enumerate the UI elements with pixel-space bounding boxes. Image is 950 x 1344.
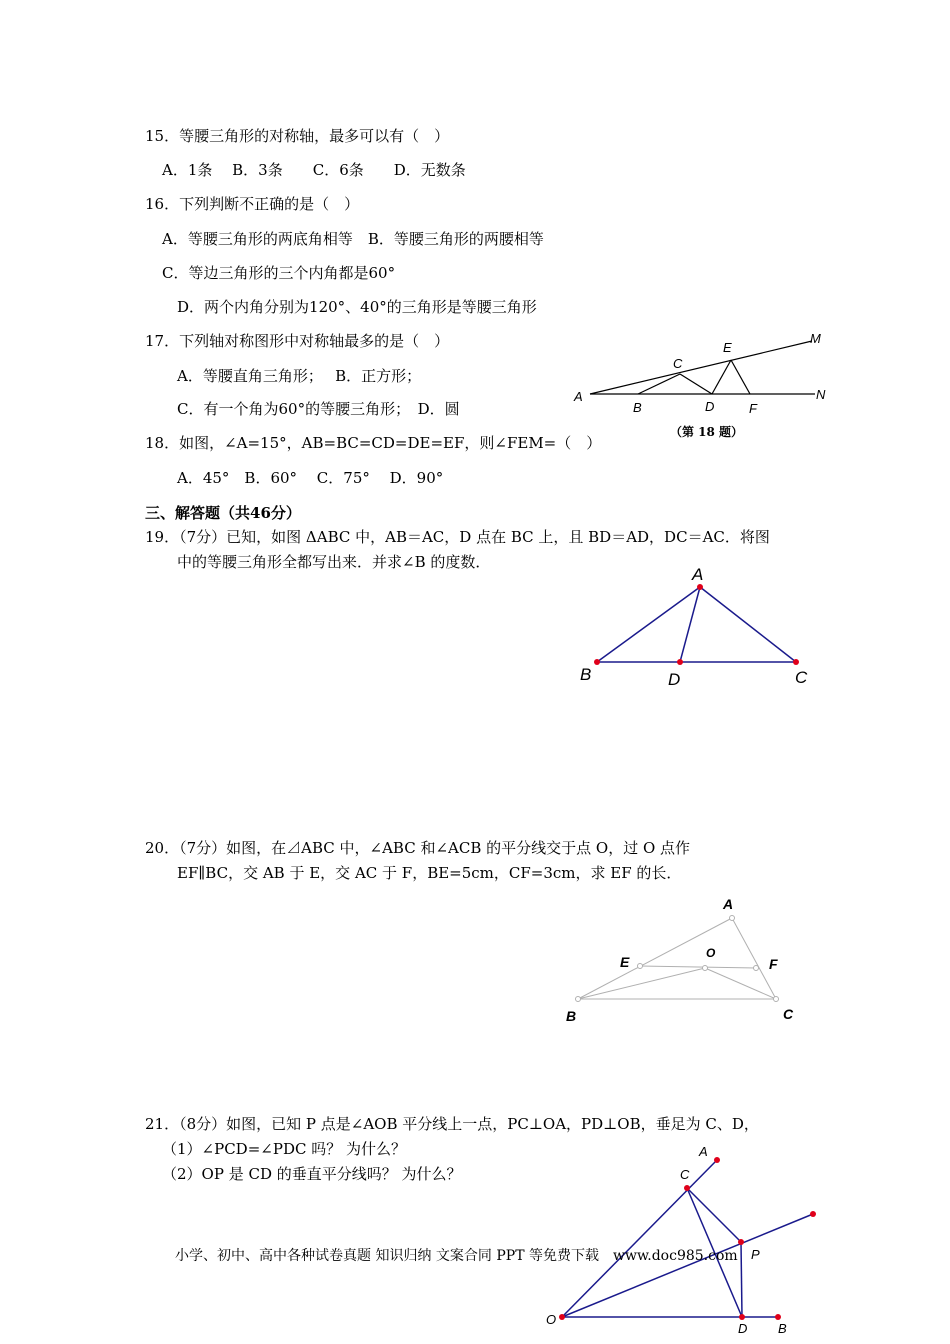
q15-options: A．1条 B．3条 C．6条 D．无数条 (162, 161, 466, 179)
fig20-label-E: E (620, 954, 630, 970)
fig21-point-C (684, 1185, 690, 1191)
fig20-label-O: O (706, 946, 716, 960)
q20-line1: 20．（7分）如图，在⊿ABC 中，∠ABC 和∠ACB 的平分线交于点 O，过 O 点作 (145, 839, 691, 857)
section-3-title: 三、解答题（共46分） (145, 504, 301, 522)
q19-line2: 中的等腰三角形全都写出来．并求∠B 的度数． (177, 553, 491, 571)
fig21-point-A (714, 1157, 720, 1163)
fig19-label-C: C (795, 668, 808, 687)
fig18-label-F: F (749, 401, 757, 416)
fig20-label-A: A (723, 896, 734, 912)
fig20-label-B: B (566, 1008, 577, 1024)
fig18-caption: （第 18 题） (670, 425, 744, 439)
fig21-label-B: B (778, 1321, 787, 1336)
q21-part2: （2）OP 是 CD 的垂直平分线吗？ 为什么？ (162, 1165, 462, 1183)
fig18-label-C: C (673, 356, 683, 371)
fig18-label-D: D (705, 399, 715, 414)
fig18-label-E: E (723, 340, 732, 355)
q16-stem: 16．下列判断不正确的是（ ） (145, 195, 360, 213)
fig19-label-A: A (692, 565, 704, 584)
fig18-label-B: B (633, 400, 642, 415)
fig21-point-B (775, 1314, 781, 1320)
q17-option-ab: A．等腰直角三角形； B．正方形； (177, 367, 422, 385)
fig21-seg-PD (741, 1242, 742, 1317)
fig19-label-D: D (668, 670, 681, 689)
q16-option-c: C．等边三角形的三个内角都是60° (162, 264, 396, 282)
fig21-label-C: C (680, 1167, 690, 1182)
fig18-label-A: A (574, 389, 583, 404)
q16-option-ab: A．等腰三角形的两底角相等 B．等腰三角形的两腰相等 (162, 230, 544, 248)
fig21-point-O (559, 1314, 565, 1320)
fig20-label-F: F (769, 956, 778, 972)
q18-stem: 18．如图，∠A=15°，AB=BC=CD=DE=EF，则∠FEM=（ ） (145, 434, 602, 452)
fig19-label-B: B (580, 665, 592, 684)
fig21-label-D: D (738, 1321, 748, 1336)
fig20-label-C: C (783, 1006, 794, 1022)
q15-stem: 15．等腰三角形的对称轴，最多可以有（ ） (145, 127, 450, 145)
q17-option-cd: C．有一个角为60°的等腰三角形； D．圆 (177, 400, 460, 418)
q18-options: A．45° B．60° C．75° D．90° (177, 469, 444, 487)
fig21-seg-PC (687, 1188, 741, 1242)
fig21-label-P: P (751, 1247, 760, 1262)
q21-part1: （1）∠PCD=∠PDC 吗？ 为什么？ (162, 1140, 406, 1158)
q16-option-d: D．两个内角分别为120°、40°的三角形是等腰三角形 (177, 298, 537, 316)
fig21-label-O: O (546, 1312, 557, 1327)
q19-line1: 19．（7分）已知，如图 ΔABC 中，AB＝AC，D 点在 BC 上，且 BD＝AD，DC＝AC．将图 (145, 528, 770, 546)
q20-line2: EF∥BC，交 AB 于 E，交 AC 于 F，BE=5cm，CF=3cm，求 EF 的长． (177, 864, 682, 882)
fig21-ray-OA (562, 1160, 717, 1317)
fig21-point-ray-end (810, 1211, 816, 1217)
fig18-label-M: M (810, 331, 821, 346)
fig18-label-N: N (816, 387, 826, 402)
q17-stem: 17．下列轴对称图形中对称轴最多的是（ ） (145, 332, 450, 350)
fig21-label-A: A (699, 1144, 708, 1159)
q21-line1: 21．（8分）如图，已知 P 点是∠AOB 平分线上一点，PC⊥OA，PD⊥OB，垂足为 C、D， (145, 1115, 759, 1133)
fig21-point-P (738, 1239, 744, 1245)
footer-text: 小学、初中、高中各种试卷真题 知识归纳 文案合同 PPT 等免费下载 www.doc985.com (175, 1248, 738, 1264)
fig21-point-D (739, 1314, 745, 1320)
